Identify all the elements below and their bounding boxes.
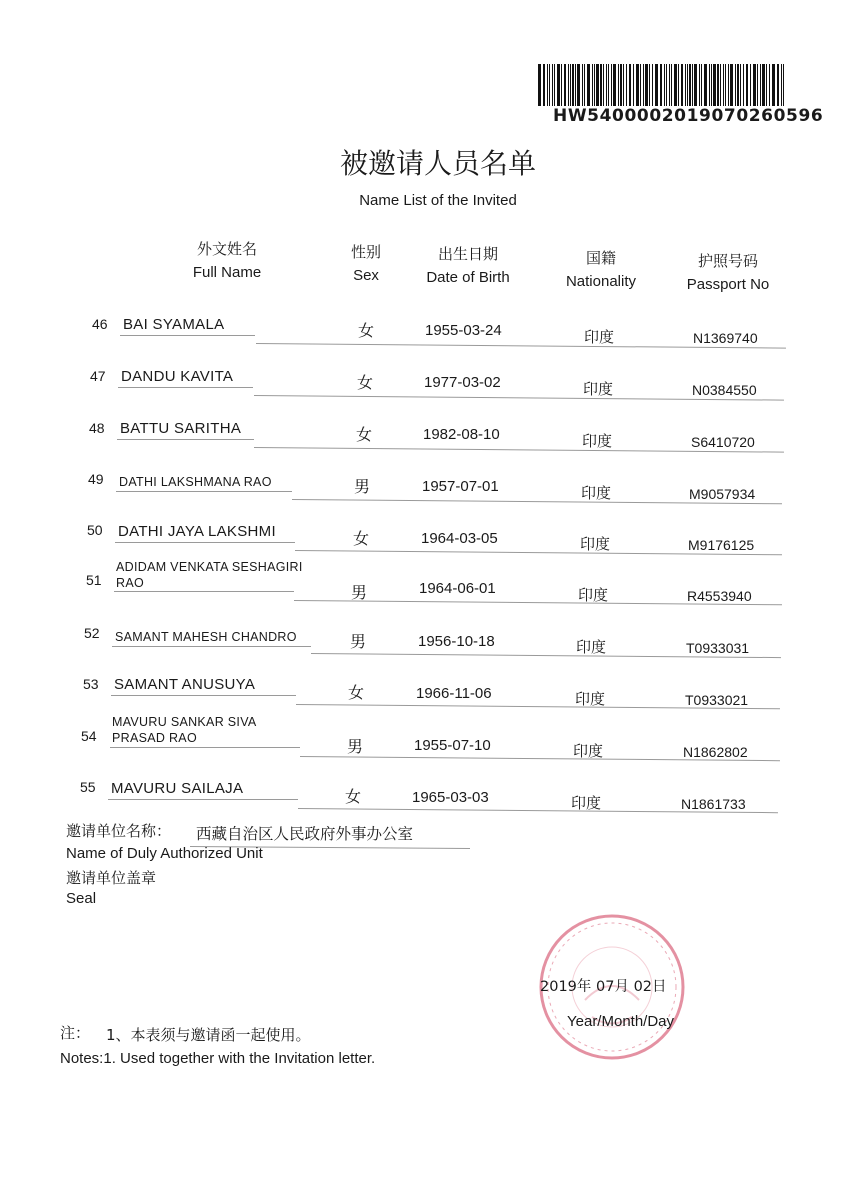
header-nationality-en: Nationality <box>565 273 637 290</box>
row-passport: R4553940 <box>687 588 752 604</box>
row-nationality: 印度 <box>578 586 609 604</box>
note-text-zh: 1、本表须与邀请函一起使用。 <box>106 1026 311 1044</box>
issue-date <box>540 975 667 996</box>
header-sex-en: Sex <box>353 267 379 284</box>
barcode <box>538 64 788 106</box>
date-day: 02 <box>633 979 653 995</box>
date-year-char: 年 <box>576 979 592 995</box>
table-row <box>0 556 849 608</box>
note-label-zh: 注： <box>60 1024 91 1042</box>
row-sex: 女 <box>358 321 375 340</box>
date-day-char: 日 <box>652 979 667 995</box>
row-sex: 男 <box>350 632 367 651</box>
name-underline <box>117 439 254 440</box>
row-full-name: SAMANT ANUSUYA <box>114 676 256 693</box>
row-passport: N1369740 <box>693 330 758 346</box>
barcode-number: HW5400002019070260596 <box>553 106 824 126</box>
header-sex <box>330 241 402 287</box>
page-title-zh: 被邀请人员名单 <box>339 147 536 180</box>
name-underline <box>116 491 292 492</box>
row-full-name-line-2: RAO <box>116 576 144 590</box>
header-dob <box>408 243 528 289</box>
row-sex: 女 <box>357 373 374 392</box>
date-month-char: 月 <box>614 979 629 995</box>
row-sex: 男 <box>351 583 368 602</box>
row-sex: 女 <box>348 683 365 702</box>
row-passport: N1861733 <box>681 796 746 812</box>
date-month: 07 <box>596 979 615 995</box>
name-underline <box>118 387 253 388</box>
header-nationality-zh: 国籍 <box>585 250 616 267</box>
header-sex-zh: 性别 <box>350 244 381 261</box>
row-number: 55 <box>80 779 96 795</box>
page-title-en: Name List of the Invited <box>359 192 517 209</box>
row-passport: T0933031 <box>686 640 750 656</box>
name-underline <box>108 799 298 800</box>
header-full-name-zh: 外文姓名 <box>196 241 257 258</box>
row-number: 51 <box>86 572 102 588</box>
row-date-of-birth: 1957-07-01 <box>422 478 499 495</box>
row-nationality: 印度 <box>573 742 604 760</box>
row-full-name-line-1: MAVURU SANKAR SIVA <box>112 715 257 729</box>
table-row <box>0 466 849 518</box>
name-underline <box>114 591 294 592</box>
name-underline <box>112 646 311 647</box>
row-number: 46 <box>92 316 108 332</box>
row-number: 50 <box>87 522 103 538</box>
seal-label-en: Seal <box>66 890 97 907</box>
row-full-name: SAMANT MAHESH CHANDRO <box>115 630 297 644</box>
row-full-name: DATHI JAYA LAKSHMI <box>118 523 276 540</box>
inviting-unit-name: 西藏自治区人民政府外事办公室 <box>196 825 414 843</box>
row-date-of-birth: 1965-03-03 <box>412 789 489 806</box>
header-full-name <box>168 238 286 284</box>
row-date-of-birth: 1956-10-18 <box>418 633 495 650</box>
row-full-name: DANDU KAVITA <box>121 368 234 385</box>
name-underline <box>115 542 295 543</box>
row-passport: M9057934 <box>689 486 756 502</box>
row-nationality: 印度 <box>583 380 614 398</box>
row-date-of-birth: 1955-07-10 <box>414 737 491 754</box>
header-passport <box>672 250 784 296</box>
date-year: 2019 <box>540 979 577 995</box>
row-nationality: 印度 <box>582 432 613 450</box>
row-date-of-birth: 1964-06-01 <box>419 580 496 597</box>
row-date-of-birth: 1964-03-05 <box>421 530 498 547</box>
row-sex: 男 <box>347 737 364 756</box>
table-row <box>0 622 849 674</box>
row-date-of-birth: 1955-03-24 <box>425 322 502 339</box>
row-number: 54 <box>81 728 97 744</box>
row-sex: 女 <box>353 529 370 548</box>
name-underline <box>120 335 255 336</box>
seal-label-zh: 邀请单位盖章 <box>66 869 157 887</box>
row-nationality: 印度 <box>580 535 611 553</box>
name-underline <box>111 695 296 696</box>
row-full-name-line-2: PRASAD RAO <box>112 731 197 745</box>
row-sex: 女 <box>356 425 373 444</box>
inviting-unit-label-zh: 邀请单位名称： <box>66 822 172 840</box>
row-passport: N0384550 <box>692 382 757 398</box>
row-nationality: 印度 <box>575 690 606 708</box>
row-passport: N1862802 <box>683 744 748 760</box>
row-nationality: 印度 <box>581 484 612 502</box>
row-full-name: MAVURU SAILAJA <box>111 780 244 797</box>
row-date-of-birth: 1977-03-02 <box>424 374 501 391</box>
header-passport-zh: 护照号码 <box>697 253 758 270</box>
row-full-name: DATHI LAKSHMANA RAO <box>119 475 272 489</box>
row-number: 49 <box>88 471 104 487</box>
header-full-name-en: Full Name <box>192 264 262 281</box>
table-row <box>0 710 849 762</box>
row-nationality: 印度 <box>584 328 615 346</box>
row-full-name-line-1: ADIDAM VENKATA SESHAGIRI <box>116 560 303 574</box>
header-dob-en: Date of Birth <box>426 269 510 286</box>
row-full-name: BAI SYAMALA <box>123 316 225 333</box>
header-passport-en: Passport No <box>686 276 770 293</box>
row-passport: M9176125 <box>688 537 755 553</box>
date-format-label: Year/Month/Day <box>567 1013 675 1030</box>
row-full-name <box>116 559 303 591</box>
row-full-name <box>112 714 257 746</box>
row-passport: T0933021 <box>685 692 749 708</box>
table-row <box>0 414 849 466</box>
name-underline <box>110 747 300 748</box>
row-sex: 男 <box>354 477 371 496</box>
row-full-name: BATTU SARITHA <box>120 420 242 437</box>
row-sex: 女 <box>345 787 362 806</box>
note-text-en: Notes:1. Used together with the Invitation letter. <box>60 1050 376 1067</box>
inviting-unit-label-en: Name of Duly Authorized Unit <box>66 845 263 862</box>
row-nationality: 印度 <box>571 794 602 812</box>
row-number: 53 <box>83 676 99 692</box>
row-number: 47 <box>90 368 106 384</box>
row-date-of-birth: 1966-11-06 <box>416 685 492 702</box>
row-number: 52 <box>84 625 100 641</box>
row-passport: S6410720 <box>691 434 755 450</box>
header-dob-zh: 出生日期 <box>437 246 498 263</box>
row-date-of-birth: 1982-08-10 <box>423 426 500 443</box>
header-nationality <box>548 247 654 293</box>
table-row <box>0 362 849 414</box>
row-nationality: 印度 <box>576 638 607 656</box>
table-row <box>0 310 849 362</box>
row-number: 48 <box>89 420 105 436</box>
